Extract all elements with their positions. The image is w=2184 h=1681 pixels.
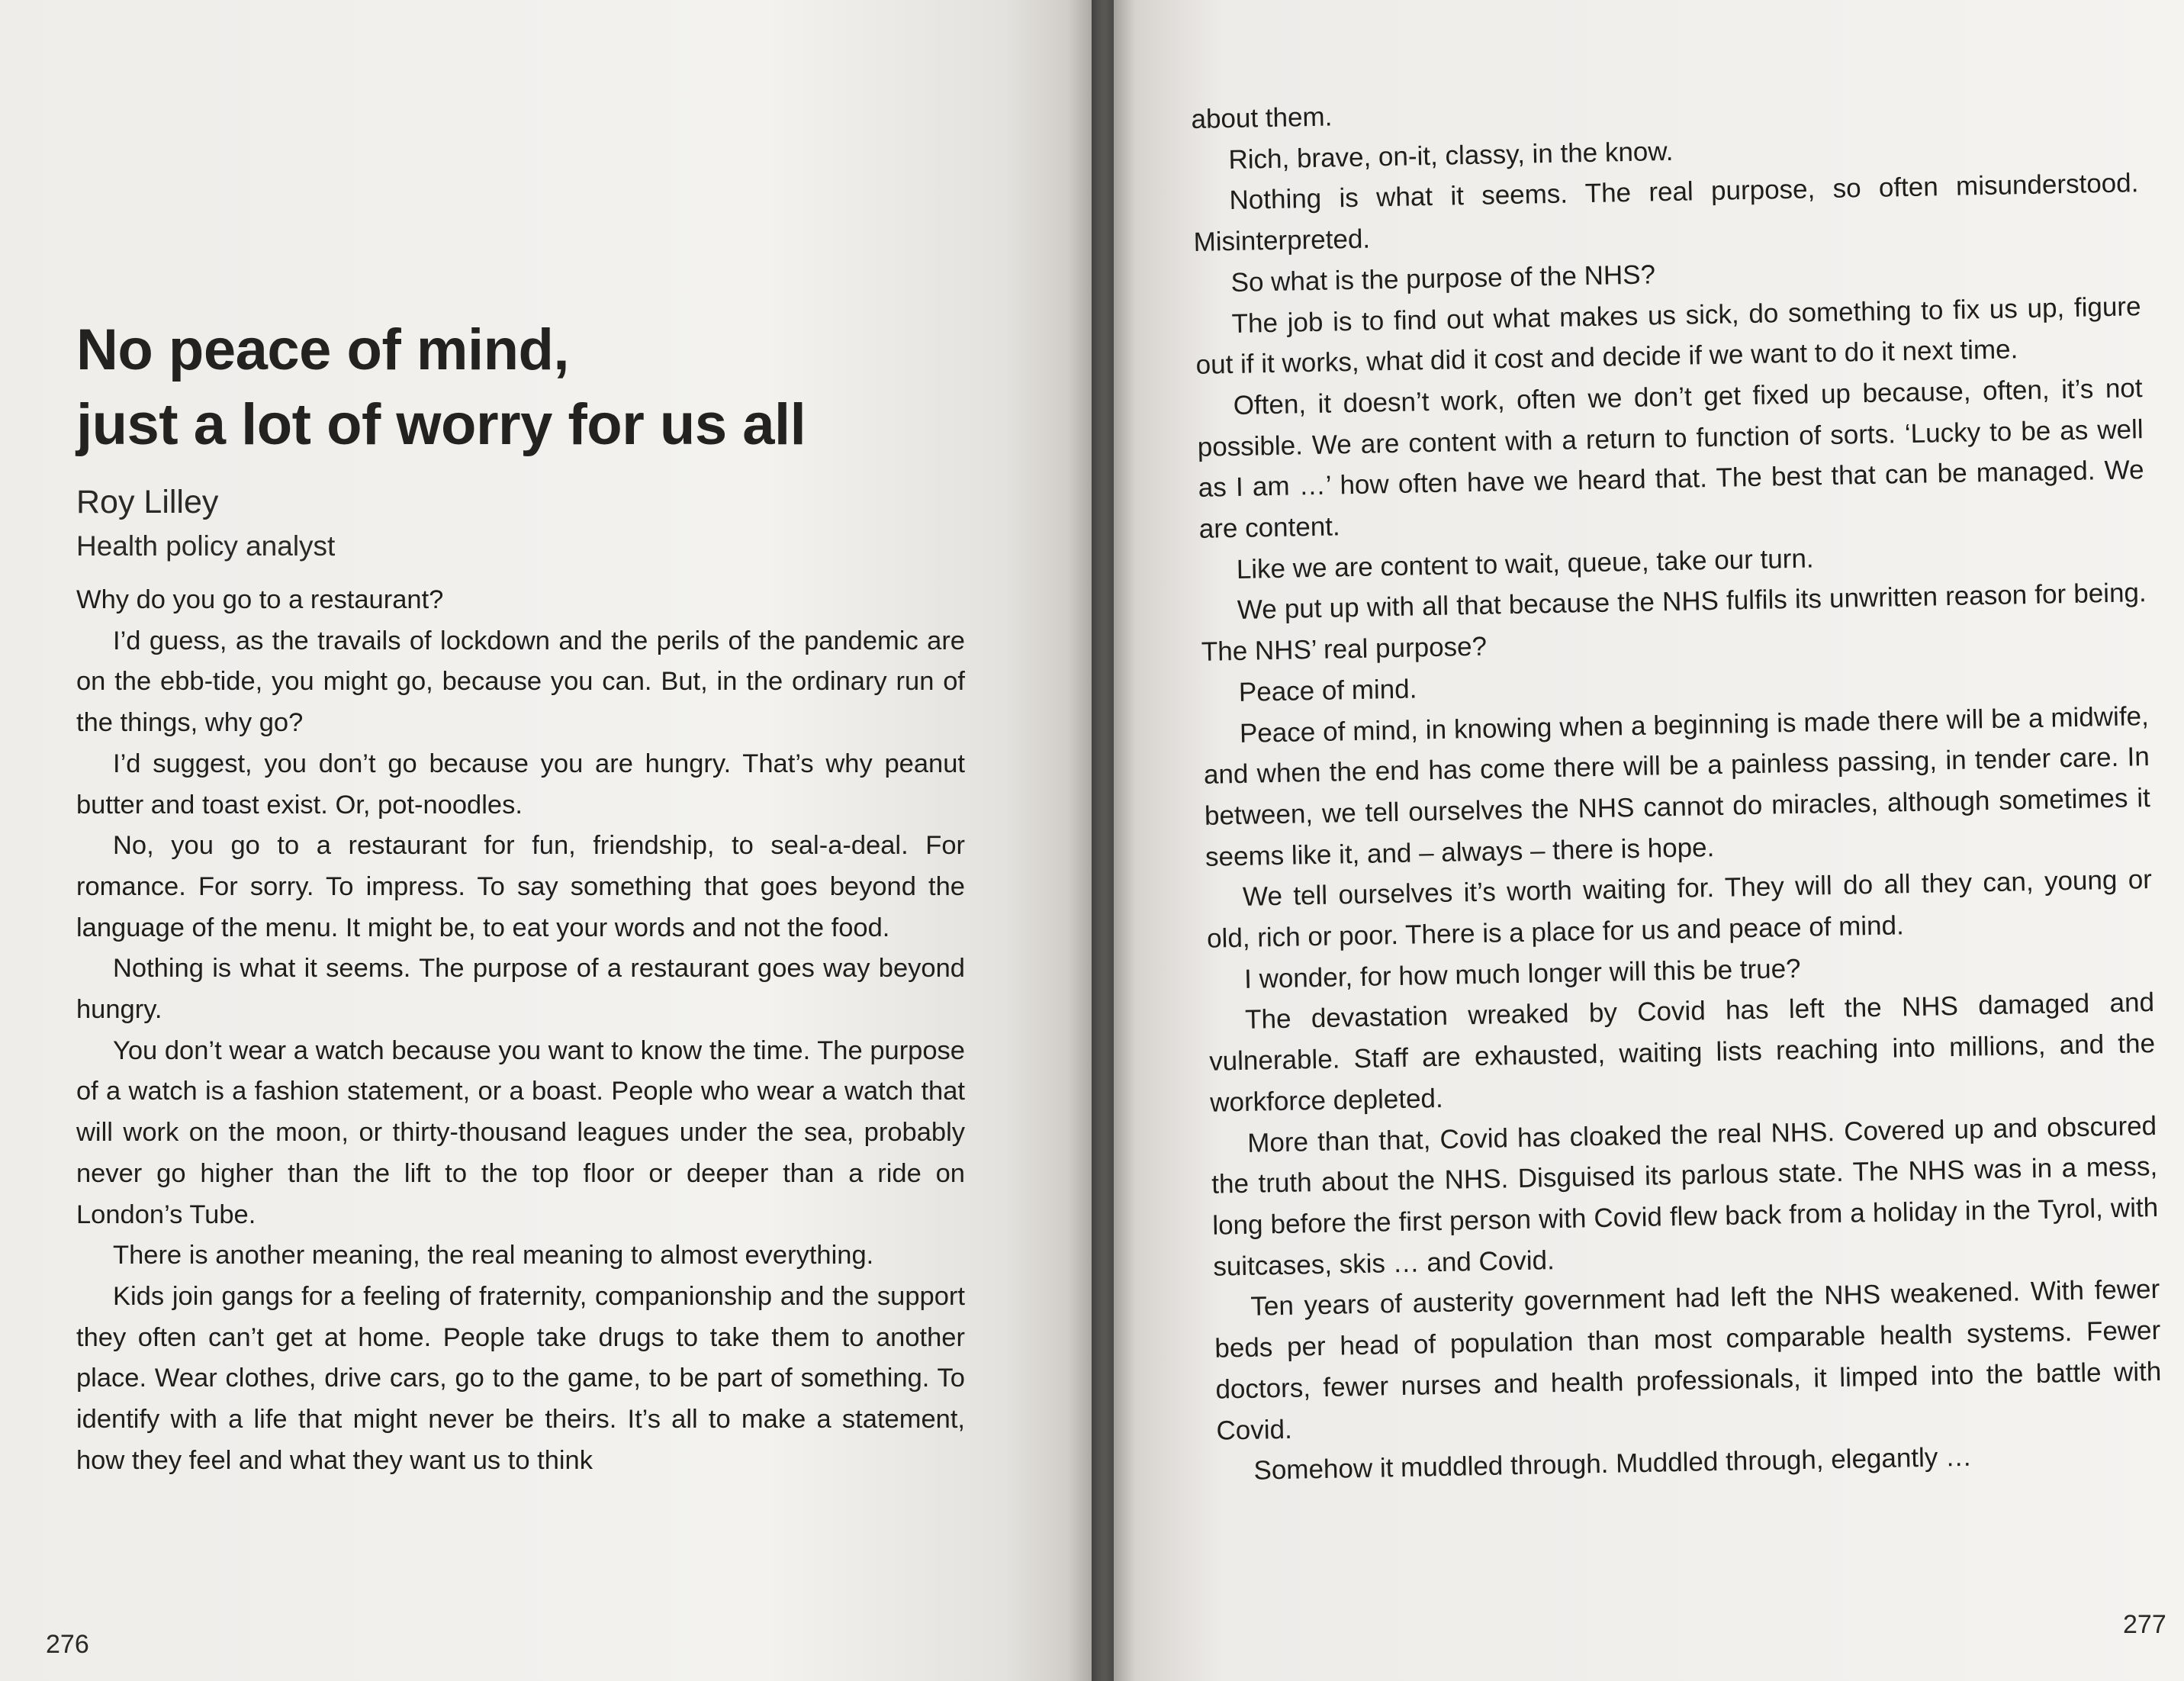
paragraph: More than that, Covid has cloaked the real NHS. Covered up and obscured the truth about the NHS. Disguised its parlous state. The NHS was in a mess, long before the first person with Covid flew back from a holiday in the Tyrol, with suitcases, skis … and Covid.: [1211, 1110, 2159, 1282]
paragraph: Somehow it muddled through. Muddled through, elegantly …: [1253, 1441, 1973, 1486]
paragraph: Ten years of austerity government had left the NHS weakened. With fewer beds per head of population than most comparable health systems. Fewer doctors, fewer nurses and health professionals, it limped into the battle with Covid.: [1214, 1274, 2162, 1446]
page-number: 276: [46, 1630, 89, 1659]
author-role: Health policy analyst: [76, 530, 336, 562]
paragraph: You don’t wear a watch because you want to know the time. The purpose of a watch is a fashion statement, or a boast. People who wear a watch that will work on the moon, or thirty-thousand leagues under the sea, probably never go higher than the lift to the top floor or deeper than a ride on London’s Tube.: [76, 1035, 965, 1229]
author-name: Roy Lilley: [76, 484, 219, 520]
right-page: [1092, 0, 2184, 1681]
paragraph: Kids join gangs for a feeling of fraternity, companionship and the support they often can’t get at home. People take drugs to take them to another place. Wear clothes, drive cars, go to the game, to be part of something. To identify with a life that might never be theirs. It’s all to make a statement, how they feel and what they want us to think: [76, 1281, 965, 1475]
chapter-title-line-1: No peace of mind,: [76, 317, 570, 382]
chapter-title-line-2: just a lot of worry for us all: [76, 392, 806, 457]
paragraph: Like we are content to wait, queue, take our turn.: [1236, 543, 1814, 584]
paragraph: No, you go to a restaurant for fun, friendship, to seal-a-deal. For romance. For sorry. To impress. To say something that goes beyond the language of the menu. It might be, to eat your words and not the food.: [76, 831, 965, 942]
paragraph: Nothing is what it seems. The real purpose, so often misunderstood. Misinterpreted.: [1193, 168, 2139, 258]
paragraph: about them.: [1191, 101, 1333, 134]
paragraph: Why do you go to a restaurant?: [76, 585, 444, 614]
right-page-content: [1191, 81, 2163, 1492]
paragraph: I wonder, for how much longer will this be true?: [1243, 953, 1801, 994]
paragraph: We tell ourselves it’s worth waiting for. They will do all they can, young or old, rich or poor. There is a place for us and peace of mind.: [1206, 865, 2153, 954]
paragraph: I’d guess, as the travails of lockdown and the perils of the pandemic are on the ebb-tide, you might go, because you can. But, in the ordinary run of the things, why go?: [76, 626, 965, 738]
paragraph: The job is to find out what makes us sick, do something to fix us up, figure out if it works, what did it cost and decide if we want to do it next time.: [1195, 291, 2141, 381]
paragraph: We put up with all that because the NHS fulfils its unwritten reason for being. The NHS’ real purpose?: [1201, 578, 2147, 668]
chapter-title: [76, 313, 965, 462]
paragraph: So what is the purpose of the NHS?: [1230, 259, 1656, 298]
paragraph: Rich, brave, on-it, classy, in the know.: [1228, 136, 1674, 175]
paragraph: Peace of mind.: [1238, 674, 1417, 707]
page-number: 277: [2123, 1610, 2166, 1639]
paragraph: The devastation wreaked by Covid has left the NHS damaged and vulnerable. Staff are exhausted, waiting lists reaching into millions, and the workforce depleted.: [1208, 987, 2156, 1118]
left-page-content: [76, 313, 965, 1481]
paragraph: Nothing is what it seems. The purpose of a restaurant goes way beyond hungry.: [76, 954, 965, 1025]
paragraph: Often, it doesn’t work, often we don’t get fixed up because, often, it’s not possible. We are content with a return to function of sorts. ‘Lucky to be as well as I am …’ how often have we heard that. The best that can be managed. We are content.: [1197, 373, 2144, 544]
paragraph: There is another meaning, the real meaning to almost everything.: [113, 1241, 874, 1270]
left-body-text: [76, 580, 965, 1481]
paragraph: Peace of mind, in knowing when a beginning is made there will be a midwife, and when the end has come there will be a painless passing, in tender care. In between, we tell ourselves the NHS cannot do miracles, although sometimes it seems like it, and – always – there is hope.: [1203, 700, 2151, 872]
paragraph: I’d suggest, you don’t go because you are hungry. That’s why peanut butter and toast exist. Or, pot-noodles.: [76, 749, 965, 820]
